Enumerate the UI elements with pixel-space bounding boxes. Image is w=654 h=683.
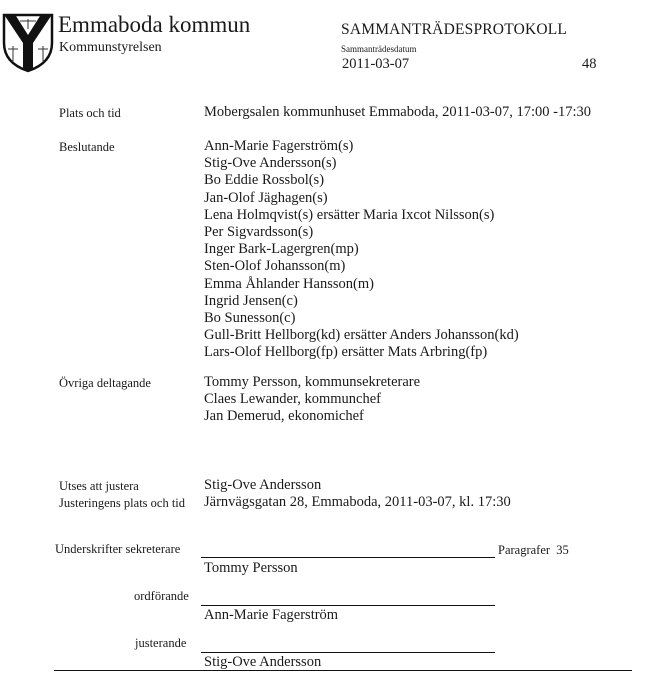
municipal-coat-of-arms-icon	[2, 13, 54, 73]
paragraphs-value: 35	[556, 543, 569, 557]
adjuster-signature-label: justerande	[135, 636, 187, 650]
adjuster-label: Utses att justera	[59, 479, 139, 493]
list-item: Ann-Marie Fagerström(s)	[204, 138, 354, 154]
signatures-secretary-label: Underskrifter sekreterare	[55, 542, 181, 556]
deciding-label: Beslutande	[59, 140, 115, 154]
list-item: Jan-Olof Jäghagen(s)	[204, 189, 328, 206]
list-item: Inger Bark-Lagergren(mp)	[204, 241, 359, 258]
adjuster-signature-line	[201, 652, 495, 653]
adjust-place-value: Järnvägsgatan 28, Emmaboda, 2011-03-07, kl. 17:30	[204, 494, 511, 510]
meeting-date-label: Sammanträdesdatum	[341, 44, 417, 54]
list-item: Tommy Persson, kommunsekreterare	[204, 374, 421, 390]
deciding-members-list	[204, 138, 519, 362]
list-item: Sten-Olof Johansson(m)	[204, 258, 346, 275]
adjust-place-label: Justeringens plats och tid	[59, 496, 186, 510]
other-participants-list	[204, 374, 420, 426]
list-item: Stig-Ove Andersson(s)	[204, 155, 337, 172]
adjuster-value: Stig-Ove Andersson	[204, 477, 322, 493]
other-participants-label: Övriga deltagande	[59, 376, 151, 390]
secretary-name: Tommy Persson	[204, 560, 298, 576]
list-item: Jan Demerud, ekonomichef	[204, 408, 364, 425]
list-item: Lena Holmqvist(s) ersätter Maria Ixcot Nilsson(s)	[204, 206, 495, 223]
list-item: Claes Lewander, kommunchef	[204, 391, 381, 408]
paragraphs-info	[498, 542, 569, 559]
meeting-date-value: 2011-03-07	[342, 56, 410, 72]
adjuster-signature-name: Stig-Ove Andersson	[204, 654, 322, 670]
page-bottom-rule	[54, 670, 632, 671]
list-item: Gull-Britt Hellborg(kd) ersätter Anders Johansson(kd)	[204, 327, 519, 344]
organization-unit: Kommunstyrelsen	[59, 40, 162, 55]
document-title: SAMMANTRÄDESPROTOKOLL	[341, 21, 568, 38]
paragraphs-label: Paragrafer	[498, 543, 551, 557]
list-item: Bo Sunesson(c)	[204, 310, 296, 327]
list-item: Ingrid Jensen(c)	[204, 292, 298, 309]
list-item: Bo Eddie Rossbol(s)	[204, 172, 325, 189]
chair-label: ordförande	[134, 589, 189, 603]
page-number: 48	[582, 56, 597, 72]
list-item: Emma Åhlander Hansson(m)	[204, 275, 374, 292]
secretary-signature-line	[201, 557, 495, 558]
list-item: Per Sigvardsson(s)	[204, 224, 314, 241]
organization-name: Emmaboda kommun	[58, 12, 251, 37]
place-time-value: Mobergsalen kommunhuset Emmaboda, 2011-03-07, 17:00 -17:30	[204, 104, 592, 120]
place-time-label: Plats och tid	[59, 106, 121, 120]
chair-name: Ann-Marie Fagerström	[204, 607, 339, 623]
chair-signature-line	[201, 605, 495, 606]
list-item: Lars-Olof Hellborg(fp) ersätter Mats Arbring(fp)	[204, 344, 488, 361]
